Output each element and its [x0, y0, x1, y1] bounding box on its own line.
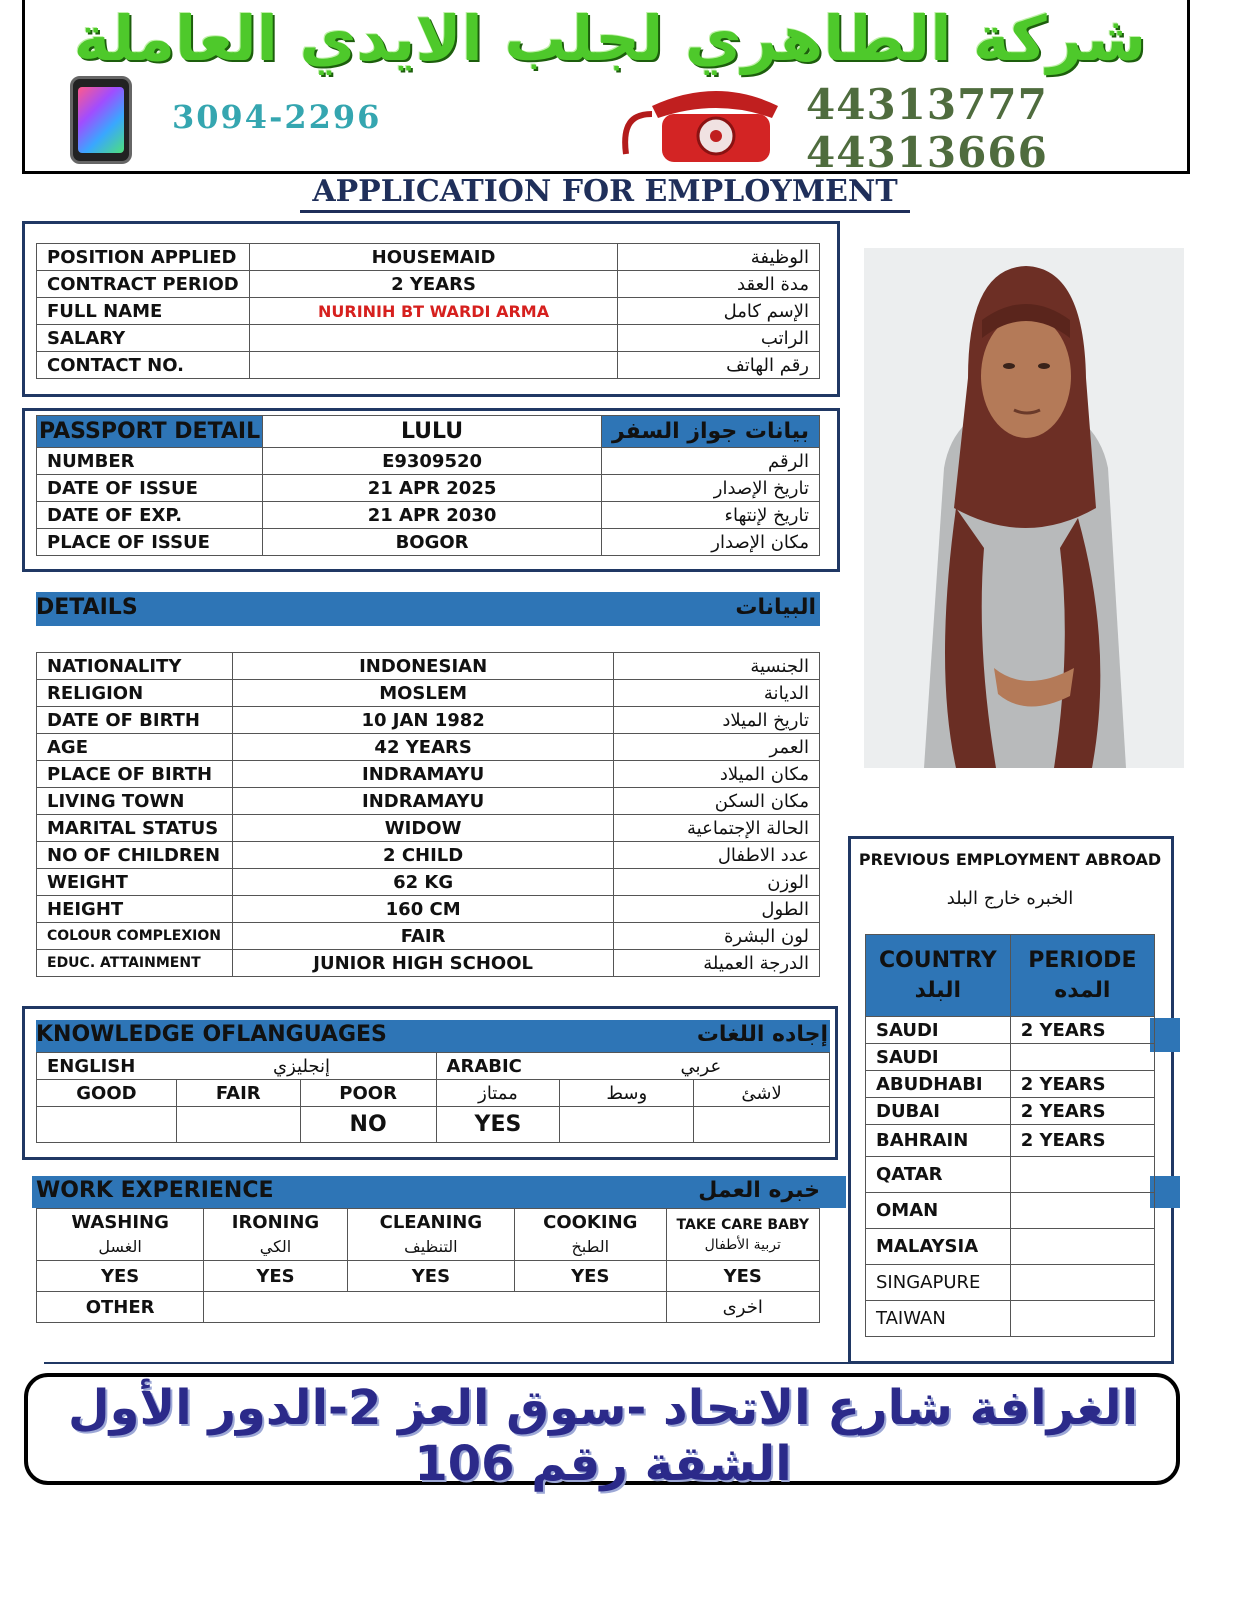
- field-label: DATE OF BIRTH: [37, 707, 233, 734]
- field-label-ar: الجنسية: [614, 653, 820, 680]
- country-cell: SAUDI: [866, 1017, 1011, 1044]
- field-label-ar: الإسم كامل: [618, 298, 820, 325]
- country-cell: ABUDHABI: [866, 1071, 1011, 1098]
- field-value: INDRAMAYU: [232, 788, 613, 815]
- work-header-label-ar: خبره العمل: [698, 1178, 820, 1203]
- period-cell: [1010, 1265, 1154, 1301]
- field-label: POSITION APPLIED: [37, 244, 250, 271]
- field-label-ar: مدة العقد: [618, 271, 820, 298]
- field-value: INDRAMAYU: [232, 761, 613, 788]
- table-row: [37, 475, 820, 502]
- work-header: [32, 1176, 846, 1208]
- details-header: [36, 592, 820, 626]
- skill-label: TAKE CARE BABY: [676, 1216, 809, 1233]
- field-label-ar: الدرجة العميلة: [614, 950, 820, 977]
- skill-label-ar: الغسل: [98, 1236, 142, 1256]
- passport-header-row: [37, 416, 820, 448]
- field-value: E9309520: [263, 448, 602, 475]
- field-label-ar: الرقم: [601, 448, 819, 475]
- level-answer: [560, 1107, 694, 1143]
- other-value: [204, 1292, 666, 1323]
- country-cell: OMAN: [866, 1193, 1011, 1229]
- skill-header: [666, 1209, 820, 1261]
- field-value: 62 KG: [232, 869, 613, 896]
- english-label: ENGLISH: [47, 1055, 136, 1077]
- country-cell: BAHRAIN: [866, 1125, 1011, 1157]
- field-label: PLACE OF ISSUE: [37, 529, 263, 556]
- table-row: [37, 352, 820, 379]
- field-value: [249, 325, 618, 352]
- mobile-number: 3094-2296: [172, 98, 382, 136]
- field-label: RELIGION: [37, 680, 233, 707]
- passport-header-label: PASSPORT DETAIL: [37, 416, 263, 448]
- field-label: NO OF CHILDREN: [37, 842, 233, 869]
- position-table: [36, 243, 820, 379]
- field-value: 2 CHILD: [232, 842, 613, 869]
- country-cell: MALAYSIA: [866, 1229, 1011, 1265]
- field-label: DATE OF ISSUE: [37, 475, 263, 502]
- passport-header-value: LULU: [263, 416, 602, 448]
- work-header-label: WORK EXPERIENCE: [36, 1178, 274, 1203]
- table-row: [866, 1071, 1155, 1098]
- other-label-ar: اخرى: [666, 1292, 820, 1323]
- table-row: [866, 1157, 1155, 1193]
- table-row: [37, 869, 820, 896]
- field-label: CONTACT NO.: [37, 352, 250, 379]
- previous-employment-table: [865, 934, 1155, 1337]
- skill-header: [347, 1209, 514, 1261]
- field-label: WEIGHT: [37, 869, 233, 896]
- arabic-label: ARABIC: [446, 1055, 522, 1077]
- field-label-ar: الحالة الإجتماعية: [614, 815, 820, 842]
- passport-header-label-ar: بيانات جواز السفر: [601, 416, 819, 448]
- period-cell: [1010, 1157, 1154, 1193]
- field-label-ar: الطول: [614, 896, 820, 923]
- arabic-cell: [436, 1053, 829, 1080]
- skill-label-ar: التنظيف: [404, 1236, 458, 1256]
- table-row: [37, 896, 820, 923]
- level-answer: [694, 1107, 830, 1143]
- skill-value: YES: [666, 1261, 820, 1292]
- table-row: [37, 1261, 820, 1292]
- skill-label: IRONING: [231, 1211, 320, 1233]
- languages-header: [36, 1020, 830, 1052]
- other-label: OTHER: [37, 1292, 204, 1323]
- level-label: POOR: [300, 1080, 436, 1107]
- country-header: [866, 935, 1011, 1017]
- field-value: JUNIOR HIGH SCHOOL: [232, 950, 613, 977]
- field-value: [249, 352, 618, 379]
- table-row: [37, 680, 820, 707]
- field-value: 42 YEARS: [232, 734, 613, 761]
- applicant-photo: [864, 248, 1184, 768]
- field-label: FULL NAME: [37, 298, 250, 325]
- field-value: BOGOR: [263, 529, 602, 556]
- skill-value: YES: [347, 1261, 514, 1292]
- table-row: [866, 1125, 1155, 1157]
- table-row: [37, 842, 820, 869]
- table-row: [37, 271, 820, 298]
- languages-header-label-ar: إجاده اللغات: [696, 1022, 828, 1047]
- country-cell: SAUDI: [866, 1044, 1011, 1071]
- period-cell: 2 YEARS: [1010, 1125, 1154, 1157]
- field-value: 10 JAN 1982: [232, 707, 613, 734]
- table-row: [37, 529, 820, 556]
- table-row: [37, 298, 820, 325]
- field-label-ar: عدد الاطفال: [614, 842, 820, 869]
- field-value: WIDOW: [232, 815, 613, 842]
- skill-label-ar: تربية الأطفال: [704, 1236, 781, 1253]
- field-label: AGE: [37, 734, 233, 761]
- period-header-label: PERIODE: [1028, 947, 1137, 973]
- field-value: MOSLEM: [232, 680, 613, 707]
- table-row: [37, 788, 820, 815]
- field-value: FAIR: [232, 923, 613, 950]
- table-row: [866, 1193, 1155, 1229]
- languages-table: [36, 1052, 830, 1143]
- skill-value: YES: [515, 1261, 666, 1292]
- table-row: [37, 950, 820, 977]
- level-answer: [176, 1107, 300, 1143]
- field-value: 160 CM: [232, 896, 613, 923]
- level-label: وسط: [560, 1080, 694, 1107]
- field-value: 21 APR 2025: [263, 475, 602, 502]
- table-row: [866, 1265, 1155, 1301]
- country-header-label: COUNTRY: [878, 947, 997, 973]
- field-label: SALARY: [37, 325, 250, 352]
- table-row: [866, 1017, 1155, 1044]
- divider: [44, 1362, 1174, 1364]
- level-label: GOOD: [37, 1080, 177, 1107]
- page-title: APPLICATION FOR EMPLOYMENT: [300, 174, 910, 213]
- country-header-label-ar: البلد: [914, 977, 962, 1003]
- passport-table: [36, 415, 820, 556]
- level-answer: [37, 1107, 177, 1143]
- level-label: FAIR: [176, 1080, 300, 1107]
- period-cell: [1010, 1229, 1154, 1265]
- field-label: PLACE OF BIRTH: [37, 761, 233, 788]
- landline-number-1: 44313777: [806, 80, 1048, 129]
- field-label-ar: الراتب: [618, 325, 820, 352]
- previous-employment-title: PREVIOUS EMPLOYMENT ABROAD: [858, 850, 1162, 869]
- field-label: MARITAL STATUS: [37, 815, 233, 842]
- field-label: EDUC. ATTAINMENT: [37, 950, 233, 977]
- table-row: [37, 244, 820, 271]
- country-cell: QATAR: [866, 1157, 1011, 1193]
- field-label-ar: تاريخ لإنتهاء: [601, 502, 819, 529]
- table-row: [37, 1292, 820, 1323]
- details-table: [36, 652, 820, 977]
- field-value: 21 APR 2030: [263, 502, 602, 529]
- skill-label: COOKING: [543, 1211, 638, 1233]
- field-label-ar: العمر: [614, 734, 820, 761]
- field-label-ar: الديانة: [614, 680, 820, 707]
- skill-header: [204, 1209, 347, 1261]
- skill-header: [515, 1209, 666, 1261]
- level-label: ممتاز: [436, 1080, 560, 1107]
- field-label-ar: مكان الإصدار: [601, 529, 819, 556]
- table-row: [37, 1107, 830, 1143]
- period-header-label-ar: المده: [1054, 977, 1111, 1003]
- skill-value: YES: [204, 1261, 347, 1292]
- level-answer: NO: [300, 1107, 436, 1143]
- telephone-icon: [622, 84, 780, 166]
- field-label-ar: تاريخ الميلاد: [614, 707, 820, 734]
- level-answer: YES: [436, 1107, 560, 1143]
- skill-value: YES: [37, 1261, 204, 1292]
- company-name: شركة الطاهري لجلب الايدي العاملة: [73, 2, 1147, 75]
- level-label: لاشئ: [694, 1080, 830, 1107]
- table-row: [37, 923, 820, 950]
- table-row: [37, 707, 820, 734]
- field-label-ar: تاريخ الإصدار: [601, 475, 819, 502]
- table-row: [37, 1080, 830, 1107]
- table-row: [37, 448, 820, 475]
- field-label-ar: مكان السكن: [614, 788, 820, 815]
- field-label: HEIGHT: [37, 896, 233, 923]
- skill-label-ar: الطبخ: [571, 1236, 610, 1256]
- field-label-ar: مكان الميلاد: [614, 761, 820, 788]
- mobile-phone-icon: [70, 76, 132, 164]
- table-row: [37, 653, 820, 680]
- field-value: INDONESIAN: [232, 653, 613, 680]
- address-text: الغرافة شارع الاتحاد -سوق العز 2-الدور الأول الشقة رقم 106: [67, 1380, 1139, 1492]
- period-header: [1010, 935, 1154, 1017]
- skill-header: [37, 1209, 204, 1261]
- field-label: NUMBER: [37, 448, 263, 475]
- field-value: HOUSEMAID: [249, 244, 618, 271]
- table-row: [37, 1209, 820, 1261]
- period-cell: 2 YEARS: [1010, 1017, 1154, 1044]
- field-label-ar: الوزن: [614, 869, 820, 896]
- table-row: [866, 1301, 1155, 1337]
- country-cell: SINGAPURE: [866, 1265, 1011, 1301]
- table-row: [37, 502, 820, 529]
- table-row: [37, 815, 820, 842]
- table-row: [37, 325, 820, 352]
- skill-label-ar: الكي: [259, 1236, 292, 1256]
- full-name-value: NURINIH BT WARDI ARMA: [249, 298, 618, 325]
- field-label-ar: الوظيفة: [618, 244, 820, 271]
- landline-number-2: 44313666: [806, 128, 1048, 177]
- skill-label: WASHING: [71, 1211, 169, 1233]
- field-label: NATIONALITY: [37, 653, 233, 680]
- country-cell: DUBAI: [866, 1098, 1011, 1125]
- details-header-label: DETAILS: [36, 595, 138, 620]
- table-row: [866, 1098, 1155, 1125]
- country-cell: TAIWAN: [866, 1301, 1011, 1337]
- field-label-ar: لون البشرة: [614, 923, 820, 950]
- table-row: [866, 935, 1155, 1017]
- skill-label: CLEANING: [379, 1211, 483, 1233]
- details-header-label-ar: البيانات: [735, 595, 816, 620]
- arabic-label-ar: عربي: [680, 1056, 722, 1077]
- table-row: [37, 1053, 830, 1080]
- table-row: [37, 734, 820, 761]
- field-label: CONTRACT PERIOD: [37, 271, 250, 298]
- period-cell: [1010, 1301, 1154, 1337]
- period-cell: [1010, 1044, 1154, 1071]
- table-row: [37, 761, 820, 788]
- table-row: [866, 1044, 1155, 1071]
- period-cell: 2 YEARS: [1010, 1098, 1154, 1125]
- previous-employment-title-ar: الخبره خارج البلد: [946, 888, 1074, 909]
- field-label: COLOUR COMPLEXION: [37, 923, 233, 950]
- field-label: LIVING TOWN: [37, 788, 233, 815]
- table-row: [866, 1229, 1155, 1265]
- english-label-ar: إنجليزي: [273, 1056, 331, 1077]
- period-cell: 2 YEARS: [1010, 1071, 1154, 1098]
- field-value: 2 YEARS: [249, 271, 618, 298]
- field-label-ar: رقم الهاتف: [618, 352, 820, 379]
- languages-header-label: KNOWLEDGE OFLANGUAGES: [36, 1022, 387, 1047]
- work-table: [36, 1208, 820, 1323]
- english-cell: [37, 1053, 437, 1080]
- period-cell: [1010, 1193, 1154, 1229]
- field-label: DATE OF EXP.: [37, 502, 263, 529]
